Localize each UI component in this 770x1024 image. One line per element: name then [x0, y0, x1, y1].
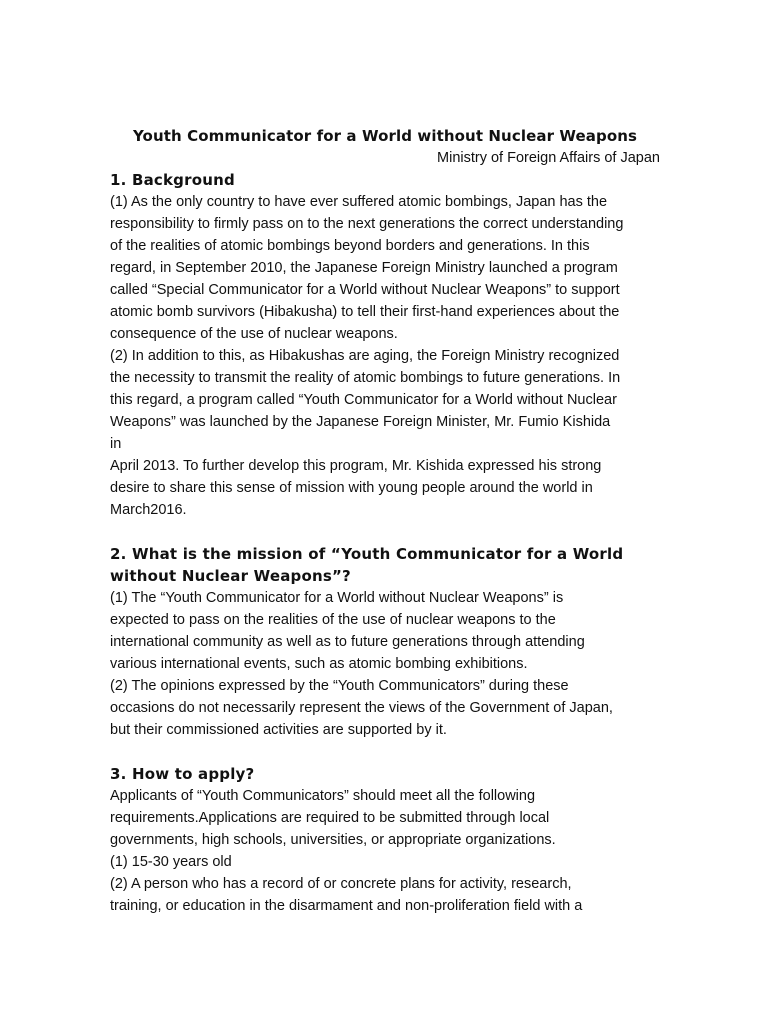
text-line: Applicants of “Youth Communicators” should meet all the following — [110, 788, 536, 804]
text-line: regard, in September 2010, the Japanese Foreign Ministry launched a program — [110, 260, 618, 276]
text-line: called “Special Communicator for a World without Nuclear Weapons” to support — [110, 282, 620, 298]
section-heading: 3. How to apply? — [110, 765, 255, 783]
text-line: training, or education in the disarmament and non-proliferation field with a — [110, 898, 583, 914]
text-line: consequence of the use of nuclear weapons. — [110, 326, 398, 342]
text-line: (1) As the only country to have ever suffered atomic bombings, Japan has the — [110, 194, 608, 210]
text-line: expected to pass on the realities of the use of nuclear weapons to the — [110, 612, 556, 628]
text-line: (2) In addition to this, as Hibakushas are aging, the Foreign Ministry recognized — [110, 348, 620, 364]
text-line: (2) A person who has a record of or concrete plans for activity, research, — [110, 876, 572, 892]
text-line: in — [110, 436, 122, 452]
section-how-to-apply — [110, 763, 660, 917]
text-line: but their commissioned activities are supported by it. — [110, 722, 447, 738]
organization-name: Ministry of Foreign Affairs of Japan — [437, 150, 660, 166]
text-line: responsibility to firmly pass on to the next generations the correct understanding — [110, 216, 624, 232]
text-line: April 2013. To further develop this program, Mr. Kishida expressed his strong — [110, 458, 602, 474]
text-line: occasions do not necessarily represent the views of the Government of Japan, — [110, 700, 613, 716]
text-line: Weapons” was launched by the Japanese Foreign Minister, Mr. Fumio Kishida — [110, 414, 611, 430]
text-line: requirements.Applications are required to be submitted through local — [110, 810, 550, 826]
text-line: international community as well as to future generations through attending — [110, 634, 585, 650]
section-heading-continued: without Nuclear Weapons”? — [110, 567, 351, 585]
section-mission — [110, 543, 660, 741]
text-line: (1) The “Youth Communicator for a World without Nuclear Weapons” is — [110, 590, 564, 606]
section-heading: 1. Background — [110, 171, 235, 189]
section-spacer — [110, 741, 660, 763]
text-line: (1) 15-30 years old — [110, 854, 232, 870]
section-heading: 2. What is the mission of “Youth Communicator for a World — [110, 545, 624, 563]
text-line: various international events, such as atomic bombing exhibitions. — [110, 656, 528, 672]
text-line: this regard, a program called “Youth Communicator for a World without Nuclear — [110, 392, 617, 408]
text-line: (2) The opinions expressed by the “Youth Communicators” during these — [110, 678, 569, 694]
text-line: governments, high schools, universities, or appropriate organizations. — [110, 832, 556, 848]
document-title: Youth Communicator for a World without Nuclear Weapons — [132, 127, 638, 145]
section-spacer — [110, 521, 660, 543]
text-line: the necessity to transmit the reality of atomic bombings to future generations. In — [110, 370, 621, 386]
text-line: atomic bomb survivors (Hibakusha) to tell their first-hand experiences about the — [110, 304, 620, 320]
section-background — [110, 169, 660, 521]
text-line: of the realities of atomic bombings beyond borders and generations. In this — [110, 238, 590, 254]
text-line: desire to share this sense of mission with young people around the world in — [110, 480, 593, 496]
document-body — [110, 125, 660, 917]
text-line: March2016. — [110, 502, 187, 518]
